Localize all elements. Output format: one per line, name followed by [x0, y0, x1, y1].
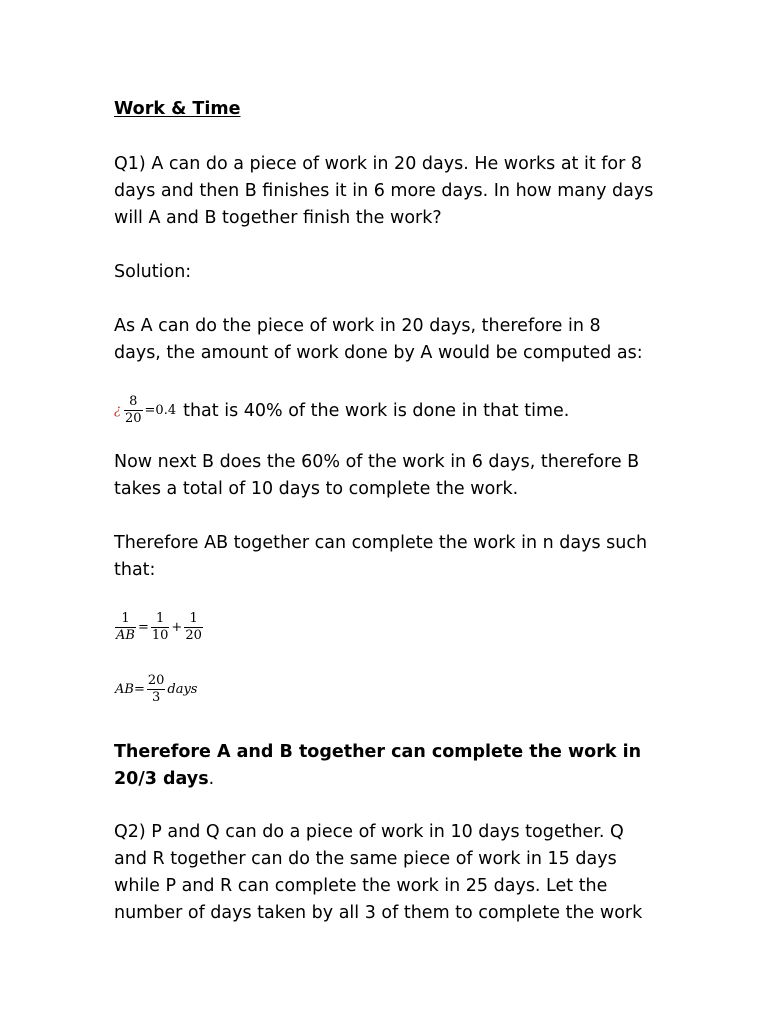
para1-line-2: days, the amount of work done by A would be computed as:	[114, 343, 643, 363]
conclusion-period: .	[208, 769, 215, 789]
page-title: Work & Time	[114, 99, 241, 119]
conclusion-line-2	[114, 766, 214, 793]
fraction-denominator: 20	[124, 411, 142, 426]
fraction-denominator: 3	[151, 690, 161, 705]
equals-sign: =	[137, 620, 149, 635]
fraction-numerator: 20	[147, 673, 165, 688]
solution-heading: Solution:	[114, 262, 192, 282]
fraction-1-ab	[115, 611, 136, 644]
fraction-numerator: 1	[115, 611, 136, 628]
equation-unit: days	[167, 682, 198, 697]
conclusion-line-1: Therefore A and B together can complete the work in	[114, 742, 642, 762]
para2-line-1: Now next B does the 60% of the work in 6 days, therefore B	[114, 452, 640, 472]
q2-line-2: and R together can do the same piece of work in 15 days	[114, 849, 617, 869]
q1-line-1	[114, 151, 642, 178]
fraction-8-20	[124, 394, 143, 427]
q2-line-3: while P and R can complete the work in 25 days. Let the	[114, 876, 608, 896]
para3-line-1: Therefore AB together can complete the work in n days such	[114, 533, 648, 553]
q2-line-4: number of days taken by all 3 of them to complete the work	[114, 903, 643, 923]
fraction-denominator: AB	[116, 628, 135, 643]
plus-sign: +	[171, 620, 183, 635]
q2-line-1: Q2) P and Q can do a piece of work in 10 days together. Q	[114, 822, 624, 842]
fraction-1-20	[184, 611, 203, 644]
equation-work-fraction	[114, 394, 569, 427]
fraction-numerator: 1	[184, 611, 203, 628]
equation-combined-rate	[114, 611, 204, 644]
para1-line-1: As A can do the piece of work in 20 days, therefore in 8	[114, 316, 601, 336]
fraction-denominator: 20	[185, 628, 202, 643]
q1-line-2: days and then B finishes it in 6 more days. In how many days	[114, 181, 654, 201]
conclusion-answer: 20/3 days	[114, 769, 209, 789]
fraction-denominator: 10	[151, 628, 169, 643]
para3-line-2: that:	[114, 560, 156, 580]
equation-prefix-glyph: ¿	[114, 403, 121, 418]
q1-label: Q1)	[114, 154, 146, 174]
fraction-numerator: 1	[151, 611, 170, 628]
q1-line-3: will A and B together finish the work?	[114, 208, 442, 228]
equation-rhs: =0.4	[144, 403, 177, 418]
equation-lhs: AB=	[115, 682, 145, 697]
q1-text-1: A can do a piece of work in 20 days. He works at it for 8	[145, 154, 643, 174]
equation-result	[114, 673, 198, 706]
fraction-1-10	[151, 611, 170, 644]
equation-explanation: that is 40% of the work is done in that time.	[183, 400, 570, 421]
fraction-numerator: 8	[124, 394, 143, 411]
para2-line-2: takes a total of 10 days to complete the work.	[114, 479, 519, 499]
fraction-20-3	[147, 673, 166, 706]
